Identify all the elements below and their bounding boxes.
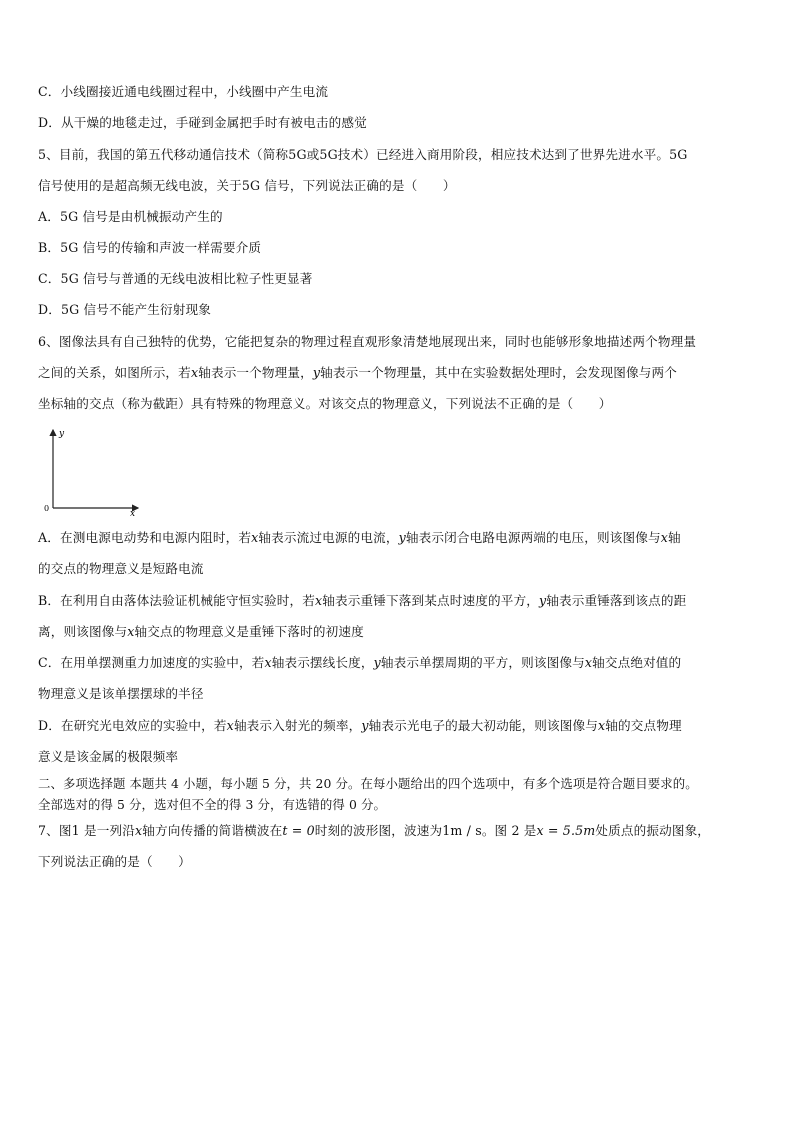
q6-option-b-line1	[38, 593, 686, 609]
q6-b-text: B．在利用自由落体法验证机械能守恒实验时，若	[38, 593, 316, 608]
q6-stem-line1: 6、图像法具有自己独特的优势，它能把复杂的物理过程直观形象清楚地展现出来，同时也能够形象地描述两个物理量	[38, 334, 697, 349]
q6-d-text: 轴表示光电子的最大初动能，则该图像与	[368, 718, 599, 733]
q6-stem-text: 轴表示一个物理量，其中在实验数据处理时，会发现图像与两个	[320, 365, 677, 380]
var-x: x	[190, 365, 199, 380]
q6-c-text: 轴交点绝对值的	[592, 655, 682, 670]
q6-c-text: 轴表示单摆周期的平方，则该图像与	[380, 655, 585, 670]
y-axis-label: y	[59, 429, 65, 439]
q6-option-a-line1	[38, 530, 681, 546]
q7-text: 时刻的波形图，波速为	[314, 823, 443, 838]
q6-b-text: 轴交点的物理意义是重锤下落时的初速度	[134, 624, 364, 639]
var-x: x	[127, 624, 135, 639]
q7-stem-line2: 下列说法正确的是（ ）	[38, 854, 191, 869]
q5-option-a: A．5G 信号是由机械振动产生的	[38, 209, 223, 224]
wave-speed: 1m / s	[442, 823, 482, 838]
q5-stem-line1: 5、目前，我国的第五代移动通信技术（简称5G或5G技术）已经进入商用阶段，相应技术达到了世界先进水平。5G	[38, 147, 688, 162]
q4-option-d: D．从干燥的地毯走过，手碰到金属把手时有被电击的感觉	[38, 115, 367, 130]
q7-text: 。图 2 是	[481, 823, 537, 838]
var-y: y	[538, 593, 547, 608]
var-x: x	[134, 823, 143, 838]
origin-label: 0	[44, 504, 50, 513]
x-axis-label: x	[130, 509, 136, 516]
q6-stem-line3: 坐标轴的交点（称为截距）具有特殊的物理意义。对该交点的物理意义，下列说法不正确的是（ ）	[38, 396, 612, 411]
var-x: x	[598, 718, 606, 733]
q5-option-b: B．5G 信号的传输和声波一样需要介质	[38, 240, 262, 255]
q5-option-c: C．5G 信号与普通的无线电波相比粒子性更显著	[38, 271, 313, 286]
section2-instructions-line1: 二、多项选择题 本题共 4 小题，每小题 5 分，共 20 分。在每小题给出的四个选项中，有多个选项是符合题目要求的。	[38, 776, 698, 791]
q6-c-text: C．在用单摆测重力加速度的实验中，若	[38, 655, 265, 670]
q6-a-text: 轴	[668, 530, 681, 545]
q7-text: 轴方向传播的简谐横波在	[142, 823, 283, 838]
var-y: y	[373, 655, 381, 670]
q6-option-d-line1	[38, 718, 682, 734]
x-equation: x = 5.5m	[536, 823, 596, 838]
q6-c-text: 轴表示摆线长度，	[271, 655, 374, 670]
q7-text: 7、图1 是一列沿	[38, 823, 135, 838]
q4-option-c: C．小线圈接近通电线圈过程中，小线圈中产生电流	[38, 84, 329, 99]
q6-a-text: A．在测电源电动势和电源内阻时，若	[38, 530, 252, 545]
axes-figure	[38, 424, 148, 516]
var-x: x	[584, 655, 593, 670]
q6-a-text: 轴表示流过电源的电流，	[258, 530, 399, 545]
var-x: x	[251, 530, 259, 545]
q6-stem-line2	[38, 365, 677, 381]
q6-stem-text: 轴表示一个物理量，	[198, 365, 313, 380]
var-y: y	[361, 718, 369, 733]
section2-instructions-line2: 全部选对的得 5 分，选对但不全的得 3 分，有选错的得 0 分。	[38, 797, 386, 812]
q6-b-text: 离，则该图像与	[38, 624, 128, 639]
q7-text: 处质点的振动图象，	[595, 823, 711, 838]
var-y: y	[398, 530, 406, 545]
q6-option-a-line2: 的交点的物理意义是短路电流	[38, 561, 204, 576]
var-x: x	[660, 530, 669, 545]
t-equation: t = 0	[282, 823, 315, 838]
q6-d-text: 轴的交点物理	[605, 718, 682, 733]
q6-option-c-line2: 物理意义是该单摆摆球的半径	[38, 686, 204, 701]
q6-option-d-line2: 意义是该金属的极限频率	[38, 749, 179, 764]
q7-stem-line1	[38, 823, 710, 839]
q6-d-text: D．在研究光电效应的实验中，若	[38, 718, 227, 733]
q5-option-d: D．5G 信号不能产生衍射现象	[38, 302, 211, 317]
q6-stem-text: 之间的关系，如图所示，若	[38, 365, 191, 380]
q6-option-c-line1	[38, 655, 681, 671]
var-x: x	[264, 655, 272, 670]
q6-d-text: 轴表示入射光的频率，	[233, 718, 362, 733]
q6-b-text: 轴表示重锤落到该点的距	[546, 593, 687, 608]
q6-b-text: 轴表示重锤下落到某点时速度的平方，	[322, 593, 539, 608]
var-x: x	[315, 593, 323, 608]
q6-a-text: 轴表示闭合电路电源两端的电压，则该图像与	[405, 530, 661, 545]
var-y: y	[312, 365, 321, 380]
q6-option-b-line2	[38, 624, 364, 640]
var-x: x	[226, 718, 234, 733]
q5-stem-line2: 信号使用的是超高频无线电波，关于5G 信号，下列说法正确的是（ ）	[38, 178, 456, 193]
